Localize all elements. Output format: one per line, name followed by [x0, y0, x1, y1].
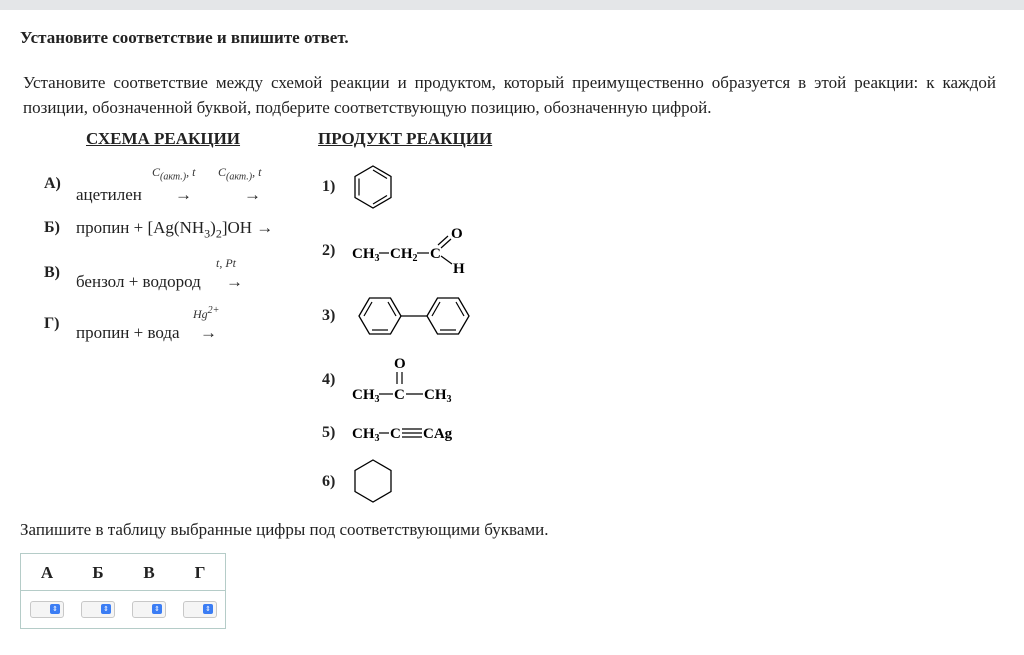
svg-text:CH3: $CH_3$ [352, 246, 380, 264]
task-description: Установите соответствие между схемой реакции и продуктом, который преимущественно образуется в этой реакции: к каждой позиции, обозначенной буквой, подберите соответствующую позицию, обозначенную цифрой. [23, 73, 996, 117]
product-4-label: 4) [322, 371, 336, 388]
scheme-a-text: ацетилен [76, 185, 142, 204]
product-1-label: 1) [322, 178, 336, 195]
task-title: Установите соответствие и впишите ответ. [20, 28, 349, 47]
answer-select-g[interactable] [183, 601, 217, 618]
top-bar [0, 0, 1024, 10]
scheme-a-arrow-2: → [244, 185, 261, 204]
scheme-g-condition: $Hg^{2+}$ [193, 305, 220, 321]
scheme-v-label: В) [44, 264, 60, 281]
scheme-b-text: пропин + $[Ag(NH_3)_2]OH$ → [76, 218, 274, 241]
select-arrows-icon: ⇕ [152, 604, 162, 614]
svg-text:C: C [394, 387, 405, 403]
product-3-label: 3) [322, 307, 336, 324]
scheme-v-text: бензол + водород [76, 272, 201, 291]
answer-select-b[interactable] [81, 601, 115, 618]
svg-text:CH3: $CH_3$ [352, 426, 380, 444]
product-2-label: 2) [322, 242, 336, 259]
svg-text:O: O [451, 226, 463, 242]
select-arrows-icon: ⇕ [203, 604, 213, 614]
scheme-a-label: А) [44, 175, 61, 192]
acetone-structure [352, 354, 462, 404]
products-header: ПРОДУКТ РЕАКЦИИ [318, 129, 493, 148]
answer-select-a[interactable] [30, 601, 64, 618]
answer-col-b: Б [92, 563, 104, 582]
answer-col-g: Г [194, 563, 206, 582]
scheme-g-label: Г) [44, 315, 60, 332]
scheme-b-label: Б) [44, 219, 60, 236]
answer-col-a: А [40, 563, 54, 582]
scheme-a-arrow-1: → [175, 185, 192, 204]
answer-table [20, 553, 226, 629]
cyclohexane-structure [350, 458, 396, 504]
svg-text:CH2: $CH_2$ [390, 246, 418, 264]
select-arrows-icon: ⇕ [101, 604, 111, 614]
svg-text:C: C [390, 426, 401, 442]
answer-col-v: В [143, 563, 155, 582]
svg-text:C: C [430, 246, 441, 262]
scheme-g-text: пропин + вода [76, 323, 180, 342]
svg-text:CH3: $CH_3$ [424, 387, 452, 405]
scheme-g-arrow: → [200, 323, 217, 342]
select-arrows-icon: ⇕ [50, 604, 60, 614]
svg-text:H: H [453, 261, 465, 277]
answer-select-v[interactable] [132, 601, 166, 618]
silver-propynide-structure [352, 420, 464, 446]
propanal-structure [352, 224, 472, 276]
answer-table-divider [21, 590, 225, 591]
svg-text:CH3: $CH_3$ [352, 387, 380, 405]
scheme-v-condition: t, Pt [216, 256, 236, 270]
product-5-label: 5) [322, 424, 336, 441]
svg-text:O: O [394, 356, 406, 372]
scheme-a-condition-2: $C_{(акт.)}$, t [218, 165, 262, 183]
benzene-structure [350, 164, 396, 210]
scheme-a-condition-1: $C_{(акт.)}$, t [152, 165, 196, 183]
schemes-header: СХЕМА РЕАКЦИИ [86, 129, 241, 148]
svg-text:CAg: CAg [423, 426, 453, 442]
scheme-v-arrow: → [226, 272, 243, 291]
product-6-label: 6) [322, 473, 336, 490]
biphenyl-structure [356, 292, 474, 340]
instruction-text: Запишите в таблицу выбранные цифры под соответствующими буквами. [20, 520, 549, 539]
